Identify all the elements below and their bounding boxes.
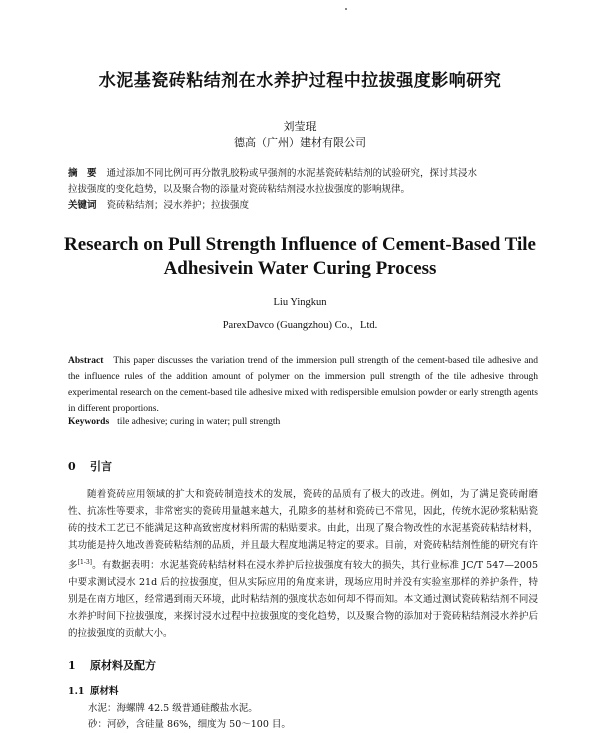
english-abstract-label: Abstract — [68, 356, 104, 366]
english-keywords-label: Keywords — [68, 417, 110, 427]
chinese-affiliation: 德高（广州）建材有限公司 — [234, 136, 366, 149]
chinese-keywords-label: 关键词 — [68, 200, 97, 211]
english-affiliation: ParexDavco (Guangzhou) Co.，Ltd. — [222, 320, 378, 331]
english-keywords-line — [68, 417, 538, 427]
scan-speck — [345, 8, 347, 10]
introduction-text-cont: 。有数据表明：水泥基瓷砖粘结材料在浸水养护后拉拔强度有较大的损失，其行业标准 JC/T 547—2005 中要求测试浸水 21d 后的拉拔强度，但从实际应用的角度来讲，现场应用时并没有实验室那样的养护条件，特别是在南方地区，经常遇到雨天环境，此时粘结剂的强度状态如何却不得而知。本文通过测试瓷砖粘结剂不同浸水养护时间下拉拔强度，来探讨浸水过程中拉拔强度的变化趋势，以及聚合物的添加对于瓷砖粘结剂浸水养护后的拉拔强度的贡献大小。 — [68, 560, 538, 640]
subsection-title: 原材料 — [90, 686, 119, 697]
section-title: 原材料及配方 — [90, 659, 156, 672]
chinese-abstract — [68, 166, 538, 214]
section-title: 引言 — [90, 460, 112, 473]
section-heading-introduction — [68, 458, 112, 474]
introduction-paragraph — [68, 486, 538, 642]
english-title-line2: Adhesivein Water Curing Process — [163, 258, 437, 279]
material-sand: 砂：河砂，含硅量 86%，细度为 50～100 目。 — [88, 719, 291, 730]
section-number: 0 — [68, 460, 76, 473]
introduction-text: 随着瓷砖应用领域的扩大和瓷砖制造技术的发展，瓷砖的品质有了极大的改进。例如，为了满足瓷砖耐磨性、抗冻性等要求，非常密实的瓷砖用量越来越大，孔隙多的基材和瓷砖已不常见，因此，传统水泥砂浆粘贴瓷砖的技术工艺已不能满足这种高致密度材料所需的粘贴要求。由此，出现了聚合物改性的水泥基瓷砖粘结材料，其功能是持久地改善瓷砖粘结剂的品质，并且最大程度地满足特定的要求。目前，对瓷砖粘结剂性能的研究有许多 — [68, 489, 538, 572]
section-number: 1 — [68, 659, 76, 672]
material-cement: 水泥：海螺牌 42.5 级普通硅酸盐水泥。 — [88, 703, 258, 714]
chinese-title: 水泥基瓷砖粘结剂在水养护过程中拉拔强度影响研究 — [98, 71, 502, 91]
english-abstract — [68, 353, 538, 417]
citation-ref: [1-3] — [77, 559, 93, 566]
subsection-number: 1.1 — [68, 686, 85, 697]
chinese-keywords: 瓷砖粘结剂；浸水养护；拉拔强度 — [106, 200, 250, 211]
subsection-heading-raw-materials — [68, 683, 119, 697]
section-heading-materials — [68, 657, 156, 673]
english-abstract-text: This paper discusses the variation trend of the immersion pull strength of the cement-based tile adhesive and the influence rules of the addition amount of polymer on the immersion pull strength of the tile adhesive through experimental research on the cement-based tile adhesive mixed with redispersible emulsion powder or early strength agents in different proportions. — [68, 356, 538, 414]
chinese-abstract-label: 摘 要 — [68, 168, 97, 179]
chinese-abstract-line1: 通过添加不同比例可再分散乳胶粉或早强剂的水泥基瓷砖粘结剂的试验研究，探讨其浸水 — [106, 168, 478, 179]
english-keywords: tile adhesive; curing in water; pull strength — [117, 417, 281, 427]
english-author: Liu Yingkun — [273, 297, 327, 308]
chinese-author: 刘莹琨 — [283, 120, 317, 133]
english-title-line1: Research on Pull Strength Influence of Cement-Based Tile — [63, 234, 536, 255]
chinese-abstract-line2: 拉拔强度的变化趋势，以及聚合物的添量对瓷砖粘结剂浸水拉拔强度的影响规律。 — [68, 184, 411, 195]
